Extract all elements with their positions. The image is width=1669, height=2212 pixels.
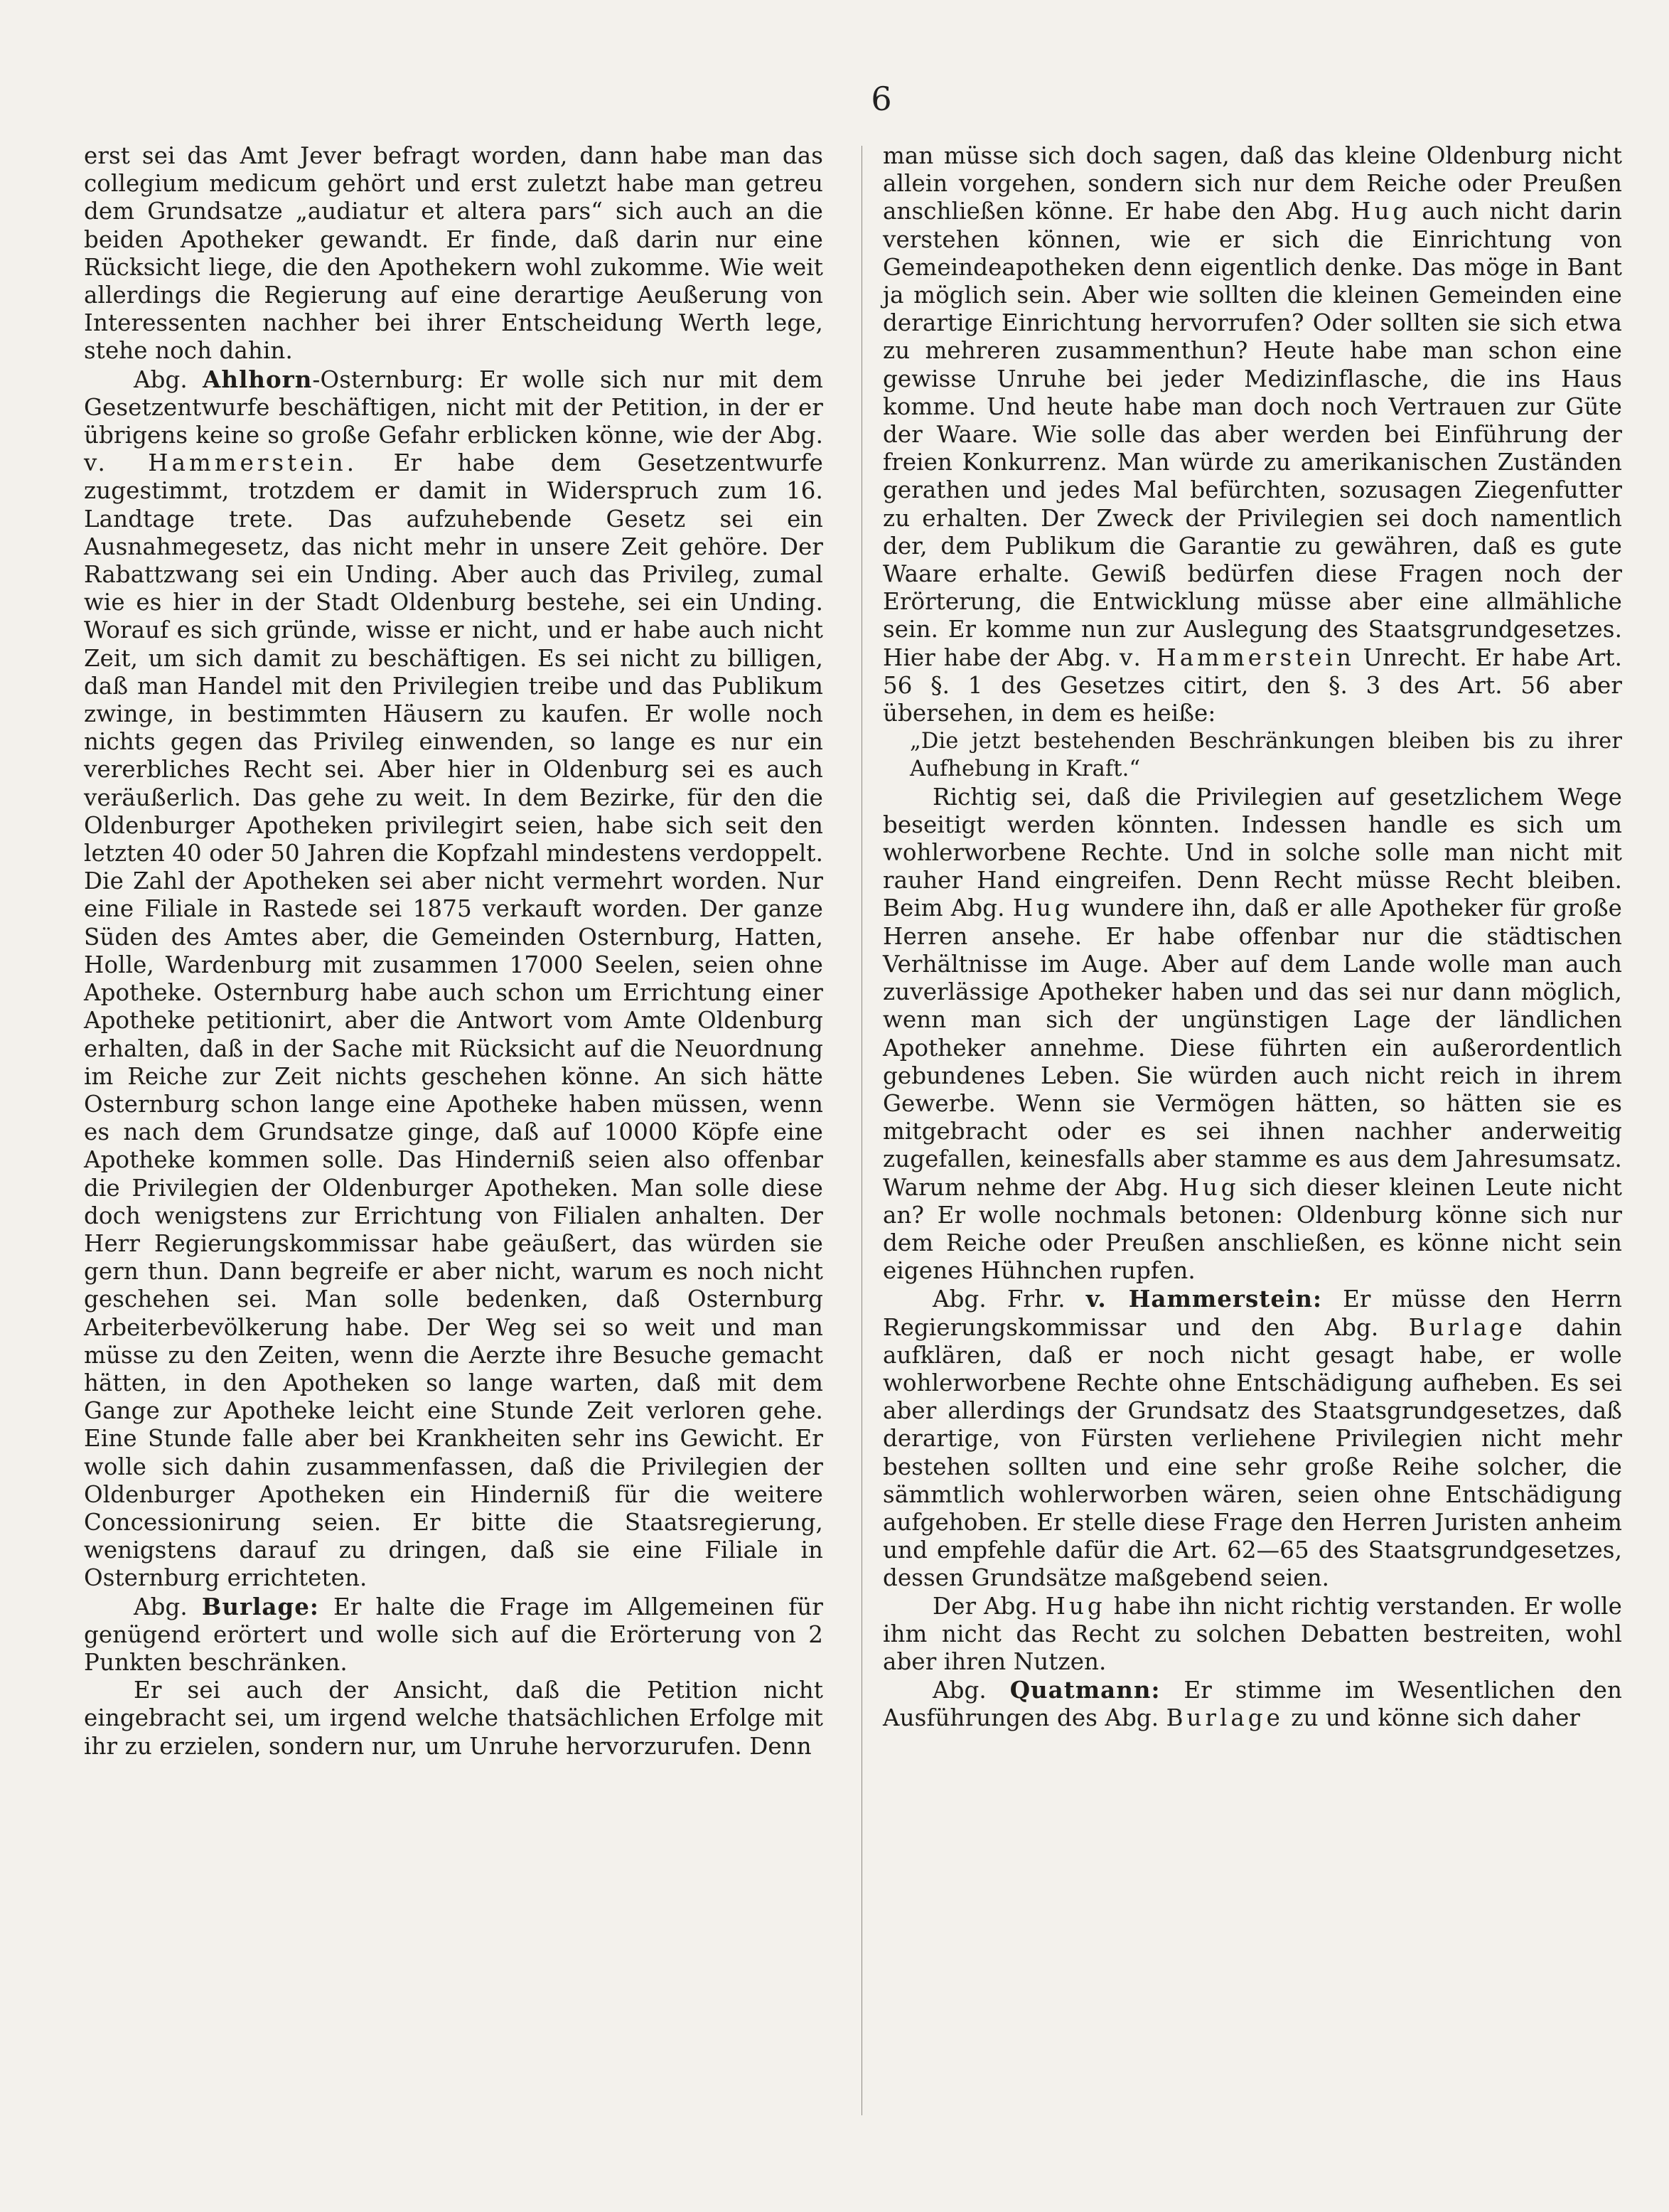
paragraph-text: Er halte die Frage im Allgemeinen für genügend erörtert und wolle sich auf die Erörterung von 2 Punkten beschränken. [84,1593,824,1676]
speaker-name: Quatmann: [1009,1676,1161,1704]
speaker-name: v. Hammerstein: [1085,1285,1323,1313]
quote-text: „Die jetzt bestehenden Beschränkungen bleiben bis zu ihrer Aufhebung in Kraft.“ [910,729,1622,782]
paragraph-text: Der Abg. [933,1592,1038,1620]
paragraph-text: Er müsse den Herrn Regierungskommissar und den Abg. [883,1286,1623,1341]
law-quote [883,727,1622,783]
paragraph [883,784,1622,1286]
paragraph-text: erst sei das Amt Jever befragt worden, dann habe man das collegium medicum gehört und erst zuletzt habe man getreu dem Grundsatze „audiatur et altera pars“ sich auch an die beiden Apotheker gewandt. Er finde, daß darin nur eine Rücksicht liege, die den Apothekern wohl zukomme. Wie weit allerdings die Regierung auf eine derartige Aeußerung von Interessenten nachher bei ihrer Entscheidung Werth lege, stehe noch dahin. [84,142,823,365]
speaker-name: Ahlhorn [203,365,313,393]
left-column [84,142,823,1760]
speaker-prefix: Abg. [134,365,188,393]
paragraph-text: zu und könne sich daher [1291,1704,1581,1732]
paragraph-text: man müsse sich doch sagen, daß das kleine Oldenburg nicht allein vorgehen, sondern sich nur dem Reiche oder Preußen anschließen könne. Er habe den Abg. [883,142,1622,225]
person-name: Burlage [1166,1704,1284,1732]
person-name: Hug [1012,894,1073,922]
paragraph-text: -Osternburg: Er wolle sich nur mit dem Gesetzentwurfe beschäftigen, nicht mit der Petition, in der er übrigens keine so große Gefahr erblicken könne, wie der Abg. [84,365,823,449]
person-name: Burlage [1408,1313,1526,1341]
paragraph-text: Richtig sei, daß die Privilegien auf gesetzlichem Wege beseitigt werden könnten. Indessen handle es sich um wohlerworbene Rechte. Und in solche solle man nicht mit rauher Hand eingreifen. Denn Recht müsse Recht bleiben. Beim Abg. [883,783,1622,922]
page-number: 6 [871,80,892,118]
paragraph-text: Er stimme im Wesentlichen den Ausführungen des Abg. [883,1677,1622,1732]
paragraph [883,1593,1622,1677]
paragraph-text: auch nicht darin verstehen können, wie er sich die Einrichtung von Gemeindeapotheken denn eigentlich denke. Das möge in Bant ja möglich sein. Aber wie sollten die kleinen Gemeinden eine derartige Einrichtung hervorrufen? Oder sollten sie sich etwa zu mehreren zusammenthun? Heute habe man schon eine gewisse Unruhe bei jeder Medizinflasche, die ins Haus komme. Und heute habe man doch noch Vertrauen zur Güte der Waare. Wie solle das aber werden bei Einführung der freien Konkurrenz. Man würde zu amerikanischen Zuständen gerathen und jedes Mal befürchten, sozusagen Ziegenfutter zu erhalten. Der Zweck der Privilegien sei doch namentlich der, dem Publikum die Garantie zu gewähren, daß es gute Waare erhalte. Gewiß bedürfen diese Fragen noch der Erörterung, die Entwicklung müsse aber eine allmähliche sein. Er komme nun zur Auslegung des Staatsgrundgesetzes. Hier habe der Abg. [883,198,1622,671]
paragraph-text: Unrecht. Er habe Art. 56 §. 1 des Gesetzes citirt, den §. 3 des Art. 56 aber übersehen, in dem es heiße: [883,643,1623,727]
person-name: Hug [1351,198,1412,225]
paragraph-text: Er habe dem Gesetzentwurfe zugestimmt, trotzdem er damit in Widerspruch zum 16. Landtage trete. Das aufzuhebende Gesetz sei ein Ausnahmegesetz, das nicht mehr in unsere Zeit gehöre. Der Rabattzwang sei ein Unding. Aber auch das Privileg, zumal wie es hier in der Stadt Oldenburg bestehe, sei ein Unding. Worauf es sich gründe, wisse er nicht, und er habe auch nicht Zeit, um sich damit zu beschäftigen. Es sei nicht zu billigen, daß man Handel mit den Privilegien treibe und das Publikum zwinge, in bestimmten Häusern zu kaufen. Er wolle noch nichts gegen das Privileg einwenden, so lange es nur ein vererbliches Recht sei. Aber hier in Oldenburg sei es auch veräußerlich. Das gehe zu weit. In dem Bezirke, für den die Oldenburger Apotheken privilegirt seien, habe sich seit den letzten 40 oder 50 Jahren die Kopfzahl mindestens verdoppelt. Die Zahl der Apotheken sei aber nicht vermehrt worden. Nur eine Filiale in Rastede sei 1875 verkauft worden. Der ganze Süden des Amtes aber, die Gemeinden Osternburg, Hatten, Holle, Wardenburg mit zusammen 17000 Seelen, seien ohne Apotheke. Osternburg habe auch schon um Errichtung einer Apotheke petitionirt, aber die Antwort vom Amte Oldenburg erhalten, daß in der Sache mit Rücksicht auf die Neuordnung im Reiche zur Zeit nichts geschehen könne. An sich hätte Osternburg schon lange eine Apotheke haben müssen, wenn es nach dem Grundsatze ginge, daß auf 10000 Köpfe eine Apotheke kommen solle. Das Hinderniß seien also offenbar die Privilegien der Oldenburger Apotheken. Man solle diese doch wenigstens zur Errichtung von Filialen anhalten. Der Herr Regierungskommissar habe geäußert, das würden sie gern thun. Dann begreife er aber nicht, warum es noch nicht geschehen sei. Man solle bedenken, daß Osternburg Arbeiterbevölkerung habe. Der Weg sei so weit und man müsse zu den Zeiten, wenn die Aerzte ihre Besuche gemacht hätten, in den Apotheken so lange warten, daß mit dem Gange zur Apotheke leicht eine Stunde Zeit verloren gehe. Eine Stunde falle aber bei Krankheiten sehr ins Gewicht. Er wolle sich dahin zusammenfassen, daß die Privilegien der Oldenburger Apotheken ein Hinderniß für die weitere Concessionirung seien. Er bitte die Staatsregierung, wenigstens darauf zu dringen, daß sie eine Filiale in Osternburg errichteten. [84,449,824,1592]
paragraph [84,142,823,365]
speaker-name: Burlage: [201,1592,319,1620]
person-name: Hug [1045,1592,1106,1620]
person-name: Hug [1179,1173,1240,1201]
speaker-prefix: Abg. [134,1593,188,1620]
speech-hammerstein [883,1285,1622,1592]
paragraph-text: habe ihn nicht richtig verstanden. Er wolle ihm nicht das Recht zu solchen Debatten bestreiten, wohl aber ihren Nutzen. [883,1592,1622,1675]
paragraph-text: wundere ihn, daß er alle Apotheker für große Herren ansehe. Er habe offenbar nur die städtischen Verhältnisse im Auge. Aber auf dem Lande wolle man auch zuverlässige Apotheker haben und das sei nur dann möglich, wenn man sich der ungünstigen Lage der ländlichen Apotheker annehme. Diese führten ein außerordentlich gebundenes Leben. Sie würden auch nicht reich in ihrem Gewerbe. Wenn sie Vermögen hätten, so hätten sie es mitgebracht oder es sei ihnen nachher anderweitig zugefallen, keinesfalls aber stamme es aus dem Jahresumsatz. Warum nehme der Abg. [883,894,1622,1201]
speech-ahlhorn [84,365,823,1593]
paragraph-text: dahin aufklären, daß er noch nicht gesagt habe, er wolle wohlerworbene Rechte ohne Entschädigung aufheben. Es sei aber allerdings der Grundsatz des Staatsgrundgesetzes, daß derartige, von Fürsten verliehene Privilegien nicht mehr bestehen sollten und eine sehr große Reihe solcher, die sämmtlich wohlerworben wären, seien ohne Entschädigung aufgehoben. Er stelle diese Frage den Herren Juristen anheim und empfehle dafür die Art. 62—65 des Staatsgrundgesetzes, dessen Grundsätze maßgebend seien. [883,1313,1622,1592]
paragraph-text: sich dieser kleinen Leute nicht an? Er wolle nochmals betonen: Oldenburg könne sich nur dem Reiche oder Preußen anschließen, es könne nicht sein eigenes Hühnchen rupfen. [883,1173,1622,1285]
speech-quatmann [883,1676,1622,1732]
speaker-prefix: Abg. Frhr. [933,1286,1066,1313]
speech-burlage [84,1593,823,1677]
person-name: v. Hammerstein. [84,449,358,477]
paragraph [883,142,1622,727]
speaker-prefix: Abg. [933,1677,987,1704]
person-name: v. Hammerstein [1120,643,1355,671]
paragraph-text: Er sei auch der Ansicht, daß die Petition nicht eingebracht sei, um irgend welche thatsächlichen Erfolge mit ihr zu erzielen, sondern nur, um Unruhe hervorzurufen. Denn [84,1677,823,1760]
paragraph [84,1677,823,1760]
right-column [883,142,1622,1733]
